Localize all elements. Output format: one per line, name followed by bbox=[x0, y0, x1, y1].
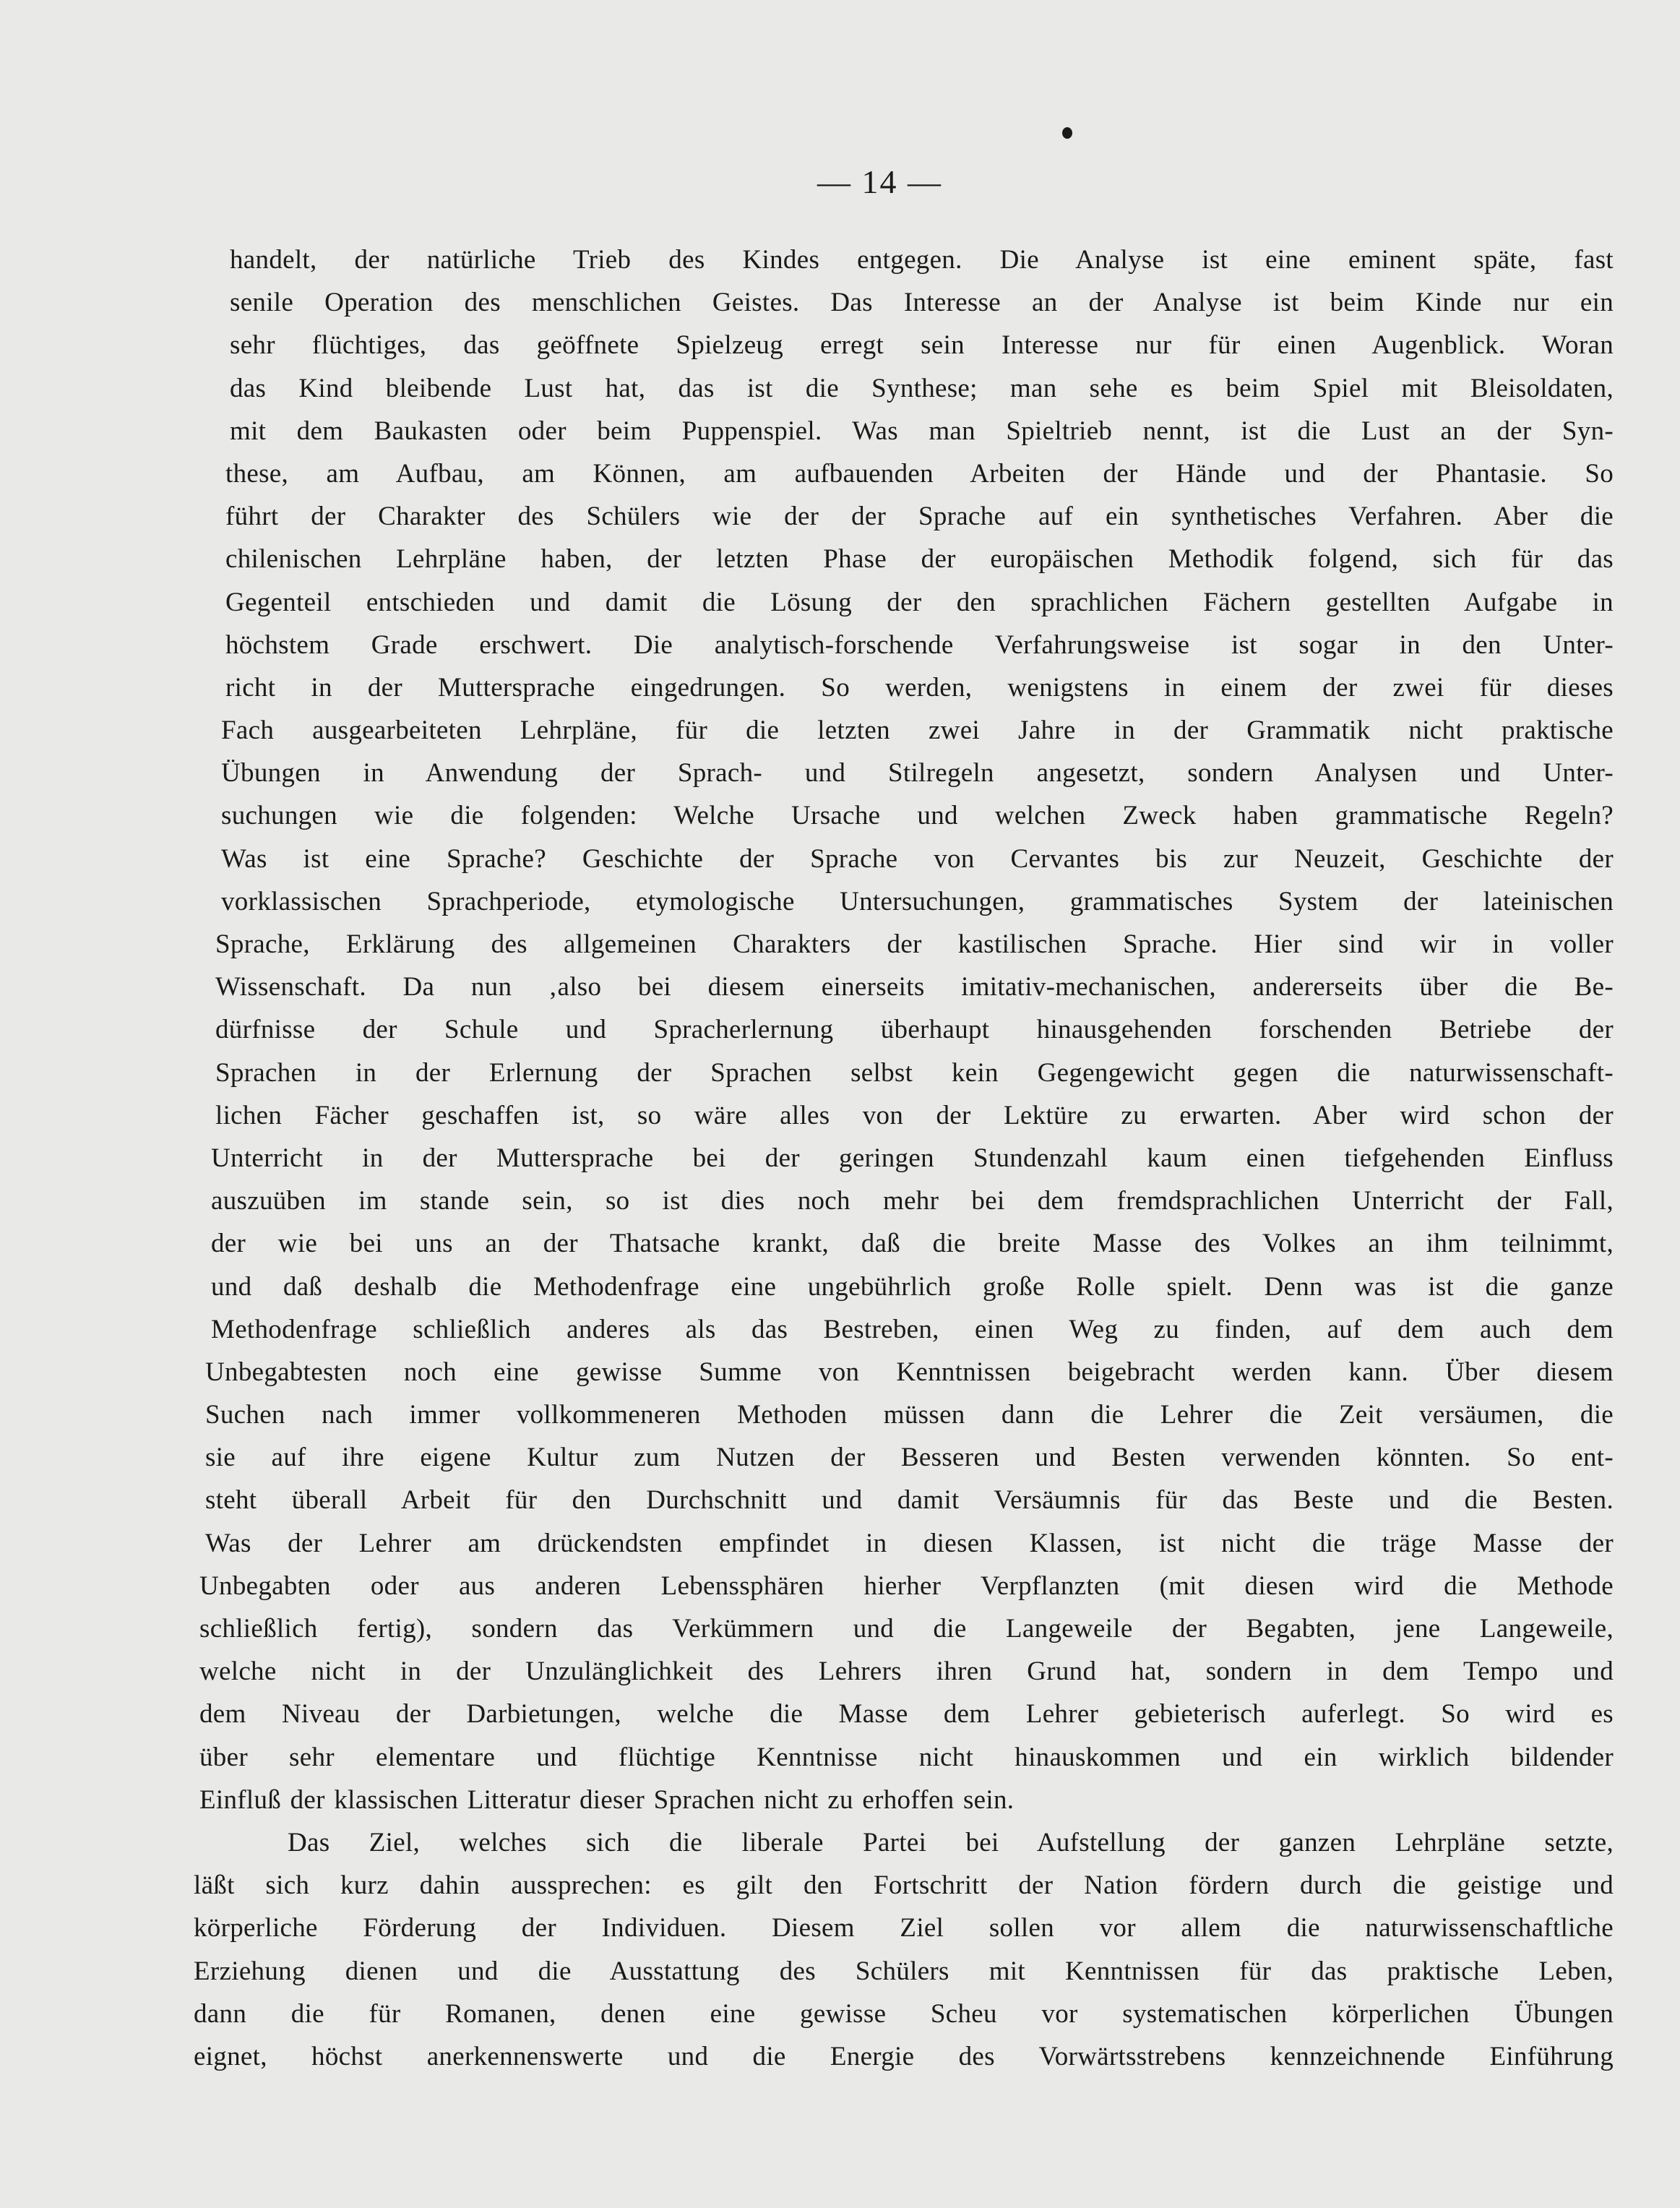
text-line: Unterricht in der Muttersprache bei der geringen Stundenzahl kaum einen tiefgehenden Einfluss bbox=[211, 1143, 1614, 1173]
text-line: mit dem Baukasten oder beim Puppenspiel. Was man Spieltrieb nennt, ist die Lust an der Syn- bbox=[230, 416, 1614, 446]
text-line: Unbegabtesten noch eine gewisse Summe von Kenntnissen beigebracht werden kann. Über diesem bbox=[205, 1357, 1614, 1387]
text-line: der wie bei uns an der Thatsache krankt, daß die breite Masse des Volkes an ihm teilnimmt, bbox=[211, 1229, 1614, 1259]
text-line: über sehr elementare und flüchtige Kenntnisse nicht hinauskommen und ein wirklich bildender bbox=[199, 1742, 1614, 1772]
ink-dot bbox=[1062, 127, 1072, 139]
text-line: Fach ausgearbeiteten Lehrpläne, für die letzten zwei Jahre in der Grammatik nicht praktische bbox=[221, 716, 1614, 746]
text-line: Das Ziel, welches sich die liberale Partei bei Aufstellung der ganzen Lehrpläne setzte, bbox=[288, 1827, 1614, 1857]
text-line: Wissenschaft. Da nun ‚also bei diesem einerseits imitativ-mechanischen, andererseits über die Be- bbox=[215, 972, 1614, 1002]
page-number bbox=[0, 163, 1680, 201]
text-line: vorklassischen Sprachperiode, etymologische Untersuchungen, grammatisches System der lateinischen bbox=[221, 886, 1614, 916]
text-line: Suchen nach immer vollkommeneren Methoden müssen dann die Lehrer die Zeit versäumen, die bbox=[205, 1400, 1614, 1430]
text-line: Methodenfrage schließlich anderes als das Bestreben, einen Weg zu finden, auf dem auch dem bbox=[211, 1314, 1614, 1344]
text-line: Gegenteil entschieden und damit die Lösung der den sprachlichen Fächern gestellten Aufgabe in bbox=[225, 587, 1614, 617]
text-line: Sprachen in der Erlernung der Sprachen selbst kein Gegengewicht gegen die naturwissenschaft- bbox=[215, 1057, 1614, 1088]
text-line: Erziehung dienen und die Ausstattung des Schülers mit Kenntnissen für das praktische Leben, bbox=[194, 1956, 1614, 1986]
text-line: Was ist eine Sprache? Geschichte der Sprache von Cervantes bis zur Neuzeit, Geschichte der bbox=[221, 843, 1614, 874]
text-line: Unbegabten oder aus anderen Lebenssphären hierher Verpflanzten (mit diesen wird die Methode bbox=[199, 1571, 1614, 1601]
text-line: sehr flüchtiges, das geöffnete Spielzeug erregt sein Interesse nur für einen Augenblick. Woran bbox=[230, 330, 1614, 361]
text-line: chilenischen Lehrpläne haben, der letzten Phase der europäischen Methodik folgend, sich für das bbox=[225, 544, 1614, 575]
text-line: Was der Lehrer am drückendsten empfindet in diesen Klassen, ist nicht die träge Masse der bbox=[205, 1528, 1614, 1558]
text-line: eignet, höchst anerkennenswerte und die Energie des Vorwärtsstrebens kennzeichnende Einführung bbox=[194, 2041, 1614, 2071]
text-line: auszuüben im stande sein, so ist dies noch mehr bei dem fremdsprachlichen Unterricht der Fall, bbox=[211, 1186, 1614, 1216]
text-line: dem Niveau der Darbietungen, welche die Masse dem Lehrer gebieterisch auferlegt. So wird es bbox=[199, 1699, 1614, 1730]
text-line: das Kind bleibende Lust hat, das ist die Synthese; man sehe es beim Spiel mit Bleisoldaten, bbox=[230, 373, 1614, 403]
text-line: läßt sich kurz dahin aussprechen: es gilt den Fortschritt der Nation fördern durch die geistige und bbox=[194, 1870, 1614, 1901]
text-line: handelt, der natürliche Trieb des Kindes entgegen. Die Analyse ist eine eminent späte, fast bbox=[230, 245, 1614, 275]
text-line: these, am Aufbau, am Können, am aufbauenden Arbeiten der Hände und der Phantasie. So bbox=[225, 458, 1614, 489]
text-line: Übungen in Anwendung der Sprach- und Stilregeln angesetzt, sondern Analysen und Unter- bbox=[221, 758, 1614, 789]
text-line: lichen Fächer geschaffen ist, so wäre alles von der Lektüre zu erwarten. Aber wird schon der bbox=[215, 1100, 1614, 1130]
text-line: höchstem Grade erschwert. Die analytisch-forschende Verfahrungsweise ist sogar in den Unter- bbox=[225, 630, 1614, 660]
text-line: Sprache, Erklärung des allgemeinen Charakters der kastilischen Sprache. Hier sind wir in voller bbox=[215, 929, 1614, 959]
text-line: suchungen wie die folgenden: Welche Ursache und welchen Zweck haben grammatische Regeln? bbox=[221, 801, 1614, 831]
text-line: senile Operation des menschlichen Geistes. Das Interesse an der Analyse ist beim Kinde nur ein bbox=[230, 288, 1614, 318]
text-line: welche nicht in der Unzulänglichkeit des Lehrers ihren Grund hat, sondern in dem Tempo und bbox=[199, 1657, 1614, 1687]
page-number-text: — 14 — bbox=[817, 163, 942, 200]
text-line: Einfluß der klassischen Litteratur dieser Sprachen nicht zu erhoffen sein. bbox=[199, 1784, 1015, 1815]
text-line: körperliche Förderung der Individuen. Diesem Ziel sollen vor allem die naturwissenschaftliche bbox=[194, 1913, 1614, 1943]
text-line: schließlich fertig), sondern das Verkümmern und die Langeweile der Begabten, jene Langeweile, bbox=[199, 1614, 1614, 1644]
text-line: dürfnisse der Schule und Spracherlernung überhaupt hinausgehenden forschenden Betriebe der bbox=[215, 1015, 1614, 1045]
text-line: führt der Charakter des Schülers wie der der Sprache auf ein synthetisches Verfahren. Aber die bbox=[225, 502, 1614, 532]
text-line: dann die für Romanen, denen eine gewisse Scheu vor systematischen körperlichen Übungen bbox=[194, 1998, 1614, 2029]
text-line: und daß deshalb die Methodenfrage eine ungebührlich große Rolle spielt. Denn was ist die ganze bbox=[211, 1271, 1614, 1302]
body-text bbox=[194, 239, 1614, 2078]
text-line: richt in der Muttersprache eingedrungen. So werden, wenigstens in einem der zwei für dieses bbox=[225, 672, 1614, 703]
text-line: sie auf ihre eigene Kultur zum Nutzen der Besseren und Besten verwenden könnten. So ent- bbox=[205, 1443, 1614, 1473]
text-line: steht überall Arbeit für den Durchschnitt und damit Versäumnis für das Beste und die Besten. bbox=[205, 1485, 1614, 1516]
